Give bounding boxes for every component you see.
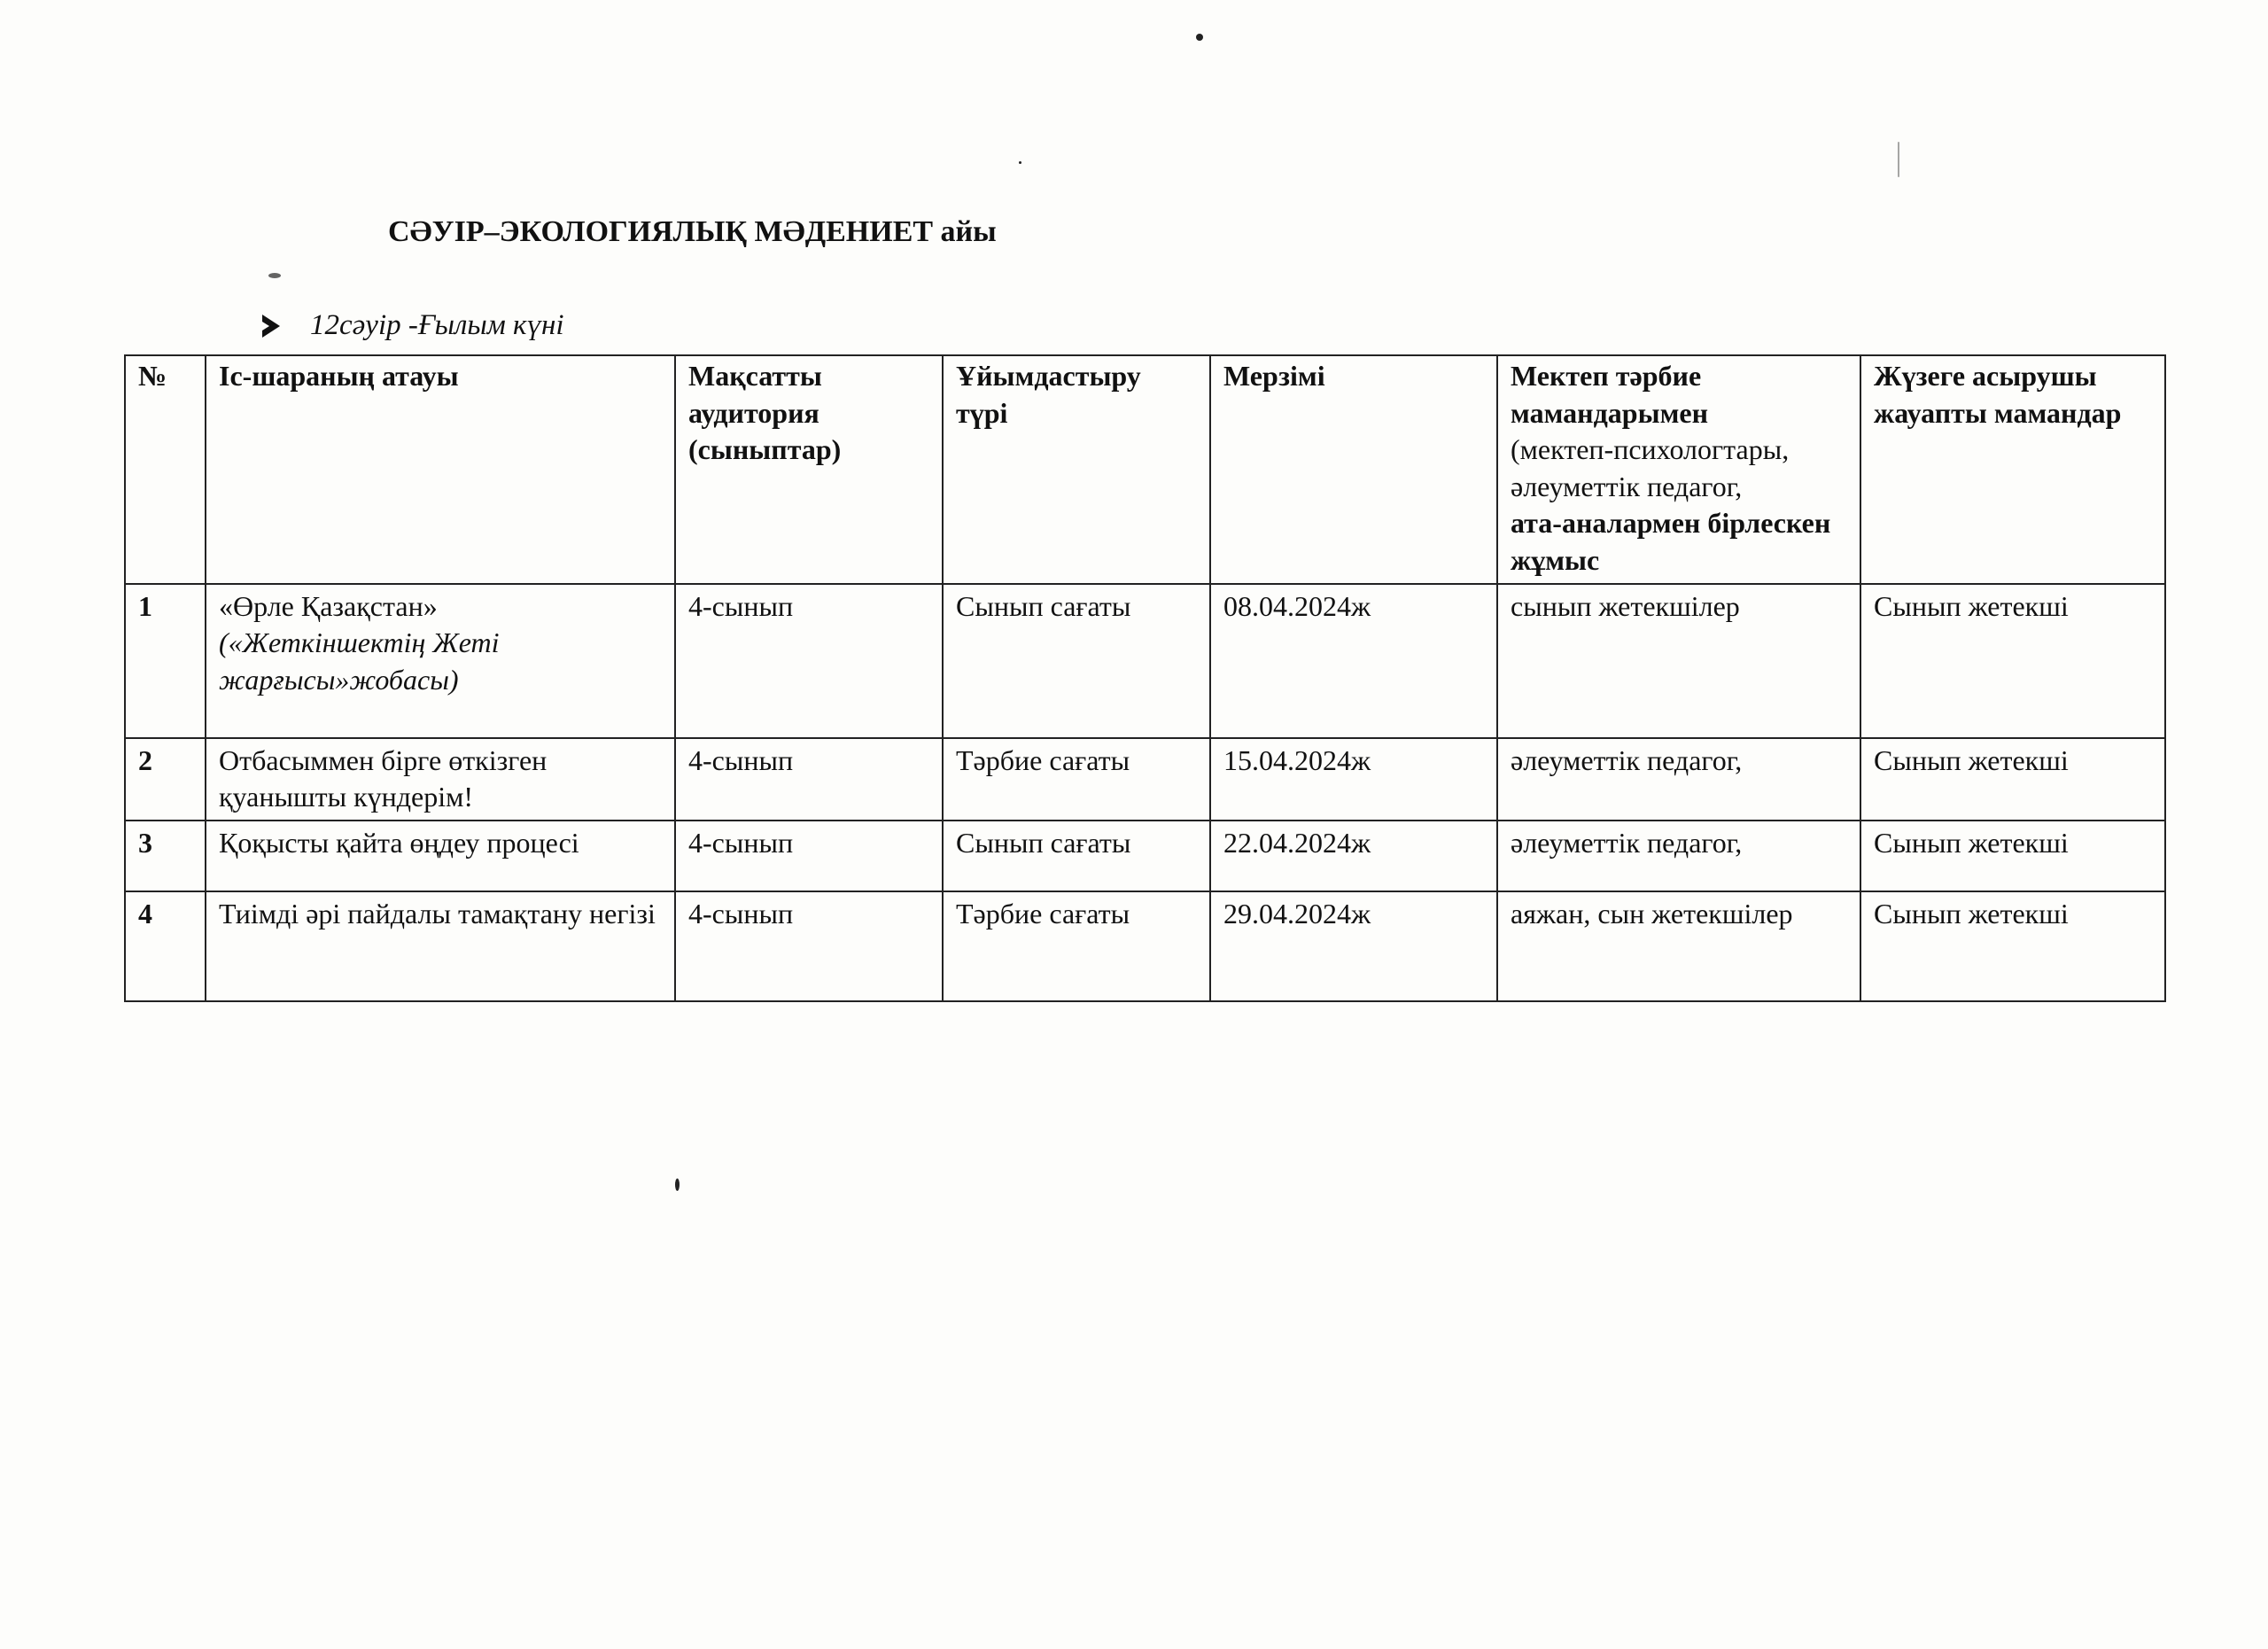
row-number: 3	[125, 821, 206, 891]
row-form: Сынып сағаты	[943, 821, 1210, 891]
row-audience: 4-сынып	[675, 584, 943, 738]
header-contact-line2: (мектеп-психологтары, әлеуметтік педагог,	[1511, 433, 1790, 502]
row-number: 2	[125, 738, 206, 821]
row-number: 4	[125, 891, 206, 1001]
row-responsible: Сынып жетекші	[1860, 891, 2165, 1001]
row-contact: әлеуметтік педагог,	[1497, 821, 1860, 891]
row-date: 15.04.2024ж	[1210, 738, 1497, 821]
row-date: 29.04.2024ж	[1210, 891, 1497, 1001]
header-contact-line1: Мектеп тәрбие мамандарымен	[1511, 360, 1708, 429]
scan-speck	[1019, 161, 1021, 164]
row-event-name: Отбасыммен бірге өткізген қуанышты күндерім!	[206, 738, 675, 821]
page-title: СӘУІР–ЭКОЛОГИЯЛЫҚ МӘДЕНИЕТ айы	[388, 215, 997, 248]
event-name-note: («Жеткіншектің Жеті жарғысы»жобасы)	[219, 626, 500, 696]
header-contact	[1497, 355, 1860, 584]
scan-speck	[1898, 142, 1899, 177]
row-contact: сынып жетекшілер	[1497, 584, 1860, 738]
event-subtitle-text: 12сәуір -Ғылым күні	[310, 309, 564, 341]
row-contact: әлеуметтік педагог,	[1497, 738, 1860, 821]
row-audience: 4-сынып	[675, 821, 943, 891]
table-row	[125, 821, 2165, 891]
header-audience: Мақсатты аудитория (сыныптар)	[675, 355, 943, 584]
header-form: Ұйымдастыру түрі	[943, 355, 1210, 584]
row-contact: аяжан, сын жетекшілер	[1497, 891, 1860, 1001]
header-event-name: Іс-шараның атауы	[206, 355, 675, 584]
event-name-main: «Өрле Қазақстан»	[219, 589, 438, 622]
arrowhead-bullet-icon	[262, 315, 280, 338]
row-number: 1	[125, 584, 206, 738]
table-row	[125, 584, 2165, 738]
table-row	[125, 738, 2165, 821]
row-form: Тәрбие сағаты	[943, 738, 1210, 821]
table-row	[125, 891, 2165, 1001]
scan-speck	[675, 1178, 680, 1191]
header-date: Мерзімі	[1210, 355, 1497, 584]
row-responsible: Сынып жетекші	[1860, 584, 2165, 738]
row-form: Тәрбие сағаты	[943, 891, 1210, 1001]
header-contact-line3: ата-аналармен бірлескен жұмыс	[1511, 507, 1831, 576]
row-audience: 4-сынып	[675, 738, 943, 821]
scan-speck	[1196, 34, 1203, 41]
row-responsible: Сынып жетекші	[1860, 738, 2165, 821]
table-header-row	[125, 355, 2165, 584]
row-event-name: Қоқысты қайта өңдеу процесі	[206, 821, 675, 891]
row-event-name	[206, 584, 675, 738]
scan-speck	[268, 273, 281, 278]
header-number: №	[125, 355, 206, 584]
events-table	[124, 354, 2166, 1002]
header-responsible: Жүзеге асырушы жауапты мамандар	[1860, 355, 2165, 584]
row-responsible: Сынып жетекші	[1860, 821, 2165, 891]
event-subtitle	[262, 309, 564, 342]
row-form: Сынып сағаты	[943, 584, 1210, 738]
row-audience: 4-сынып	[675, 891, 943, 1001]
row-date: 08.04.2024ж	[1210, 584, 1497, 738]
row-date: 22.04.2024ж	[1210, 821, 1497, 891]
row-event-name: Тиімді әрі пайдалы тамақтану негізі	[206, 891, 675, 1001]
